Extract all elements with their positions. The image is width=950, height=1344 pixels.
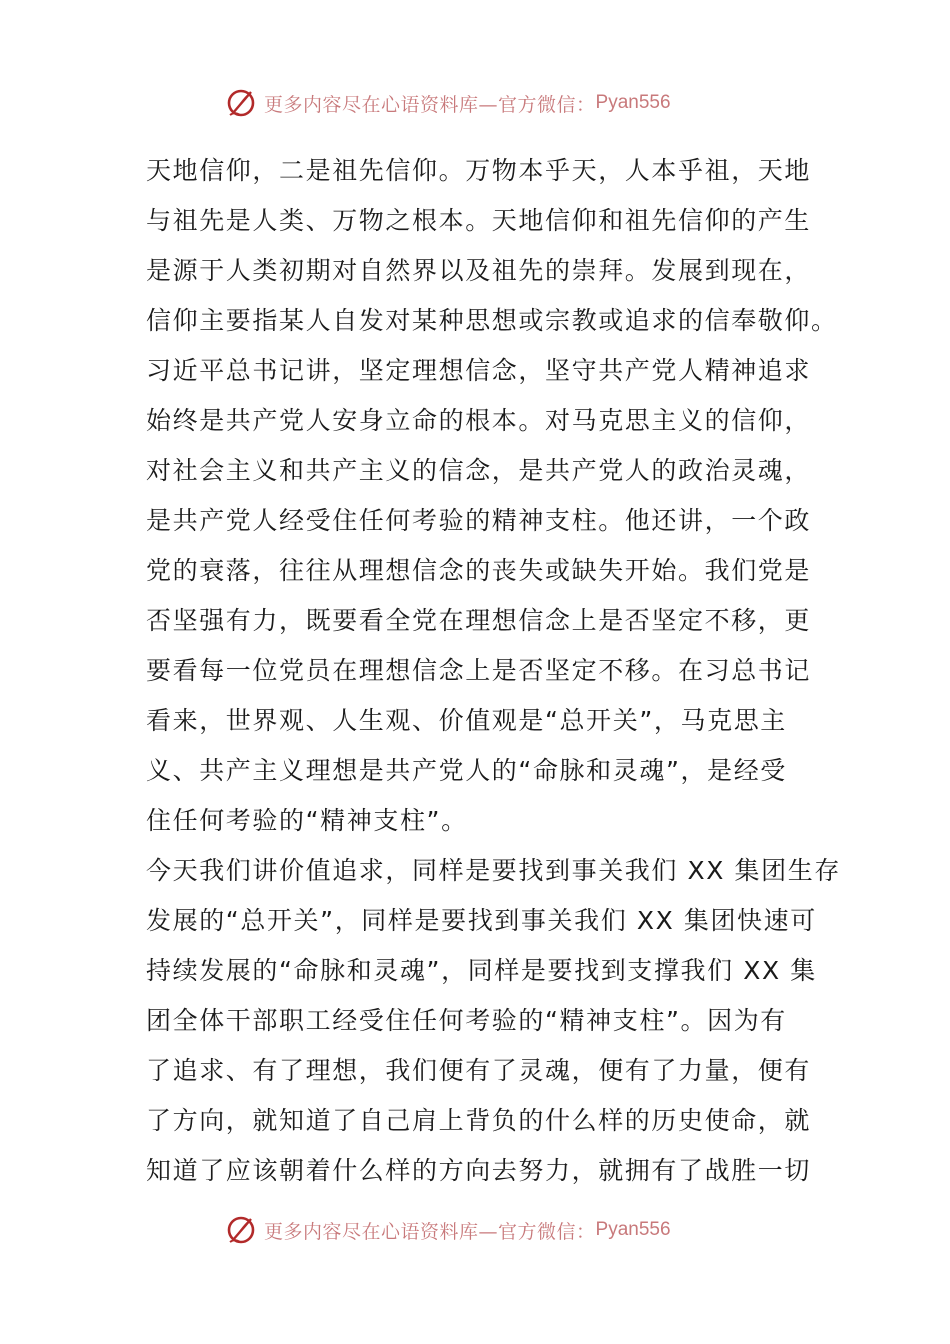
text-line: 住任何考验的“精神支柱”。 (146, 806, 468, 835)
text-line: 是源于人类初期对自然界以及祖先的崇拜。发展到现在， (146, 256, 812, 285)
text-line: 义、共产主义理想是共产党人的“命脉和灵魂”，是经受 (146, 756, 787, 785)
wechat-handle: Pyan556 (595, 92, 671, 113)
text-line: 团全体干部职工经受住任何考验的“精神支柱”。因为有 (146, 1006, 787, 1035)
text-line: 是共产党人经受住任何考验的精神支柱。他还讲，一个政 (146, 506, 812, 535)
text-line: 持续发展的“命脉和灵魂”，同样是要找到支撑我们 XX 集 (146, 956, 817, 985)
quill-logo-icon (224, 1213, 258, 1247)
text-line: 信仰主要指某人自发对某种思想或宗教或追求的信奉敬仰。 (146, 306, 838, 335)
text-line: 习近平总书记讲，坚定理想信念，坚守共产党人精神追求 (146, 356, 812, 385)
text-line: 看来，世界观、人生观、价值观是“总开关”，马克思主 (146, 706, 787, 735)
text-line: 发展的“总开关”，同样是要找到事关我们 XX 集团快速可 (146, 906, 817, 935)
quill-logo-icon (224, 86, 258, 120)
text-line: 与祖先是人类、万物之根本。天地信仰和祖先信仰的产生 (146, 206, 812, 235)
text-line: 对社会主义和共产主义的信念，是共产党人的政治灵魂， (146, 456, 812, 485)
banner-text: 更多内容尽在心语资料库—官方微信： (264, 1220, 596, 1243)
text-line: 了追求、有了理想，我们便有了灵魂，便有了力量，便有 (146, 1056, 812, 1085)
header-banner (224, 85, 744, 121)
text-line: 党的衰落，往往从理想信念的丧失或缺失开始。我们党是 (146, 556, 812, 585)
text-line: 否坚强有力，既要看全党在理想信念上是否坚定不移，更 (146, 606, 812, 635)
text-line: 今天我们讲价值追求，同样是要找到事关我们 XX 集团生存 (146, 856, 841, 885)
text-line: 天地信仰，二是祖先信仰。万物本乎天，人本乎祖，天地 (146, 156, 812, 185)
document-body (146, 146, 841, 1196)
text-line: 了方向，就知道了自己肩上背负的什么样的历史使命，就 (146, 1106, 812, 1135)
text-line: 始终是共产党人安身立命的根本。对马克思主义的信仰， (146, 406, 812, 435)
banner-text: 更多内容尽在心语资料库—官方微信： (264, 93, 596, 116)
wechat-handle: Pyan556 (595, 1219, 671, 1240)
footer-banner (224, 1212, 744, 1248)
text-line: 知道了应该朝着什么样的方向去努力，就拥有了战胜一切 (146, 1156, 812, 1185)
text-line: 要看每一位党员在理想信念上是否坚定不移。在习总书记 (146, 656, 812, 685)
